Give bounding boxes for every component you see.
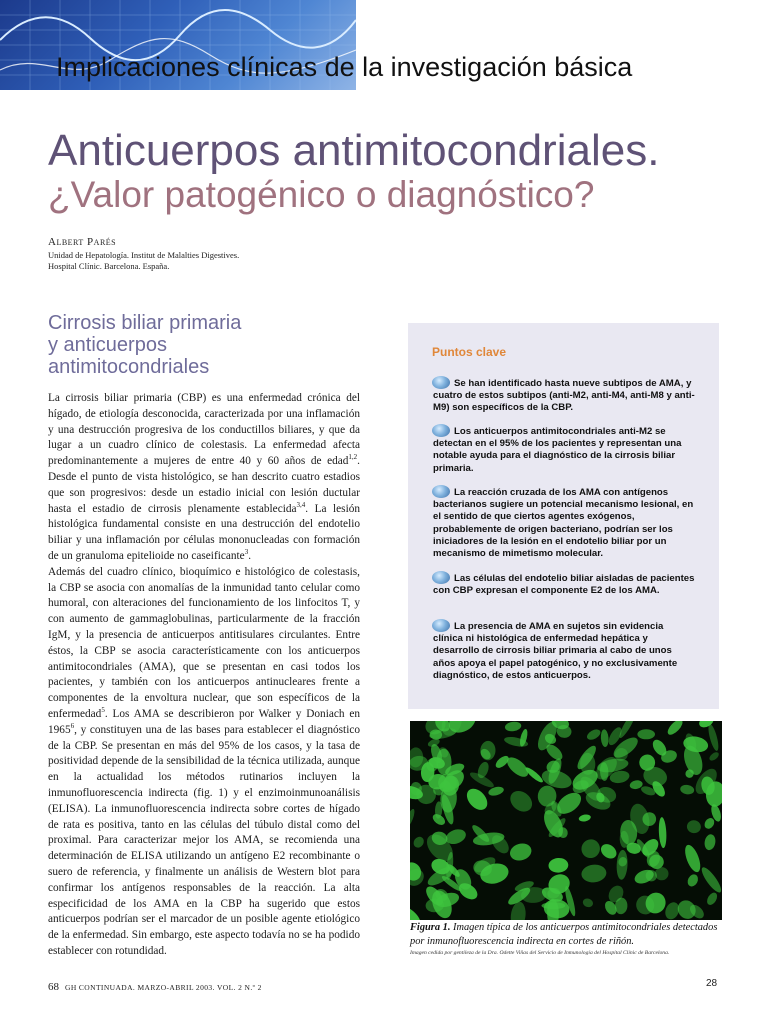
fluorescent-cell [480, 741, 496, 761]
key-points-box [408, 323, 719, 709]
fluorescent-cell [504, 721, 522, 732]
fluorescent-cell [585, 727, 602, 742]
section-title-line: Cirrosis biliar primaria [48, 312, 242, 334]
fluorescent-cell [542, 902, 566, 909]
article-title-line2: ¿Valor patogénico o diagnóstico? [48, 174, 595, 215]
bullet-icon [432, 376, 450, 389]
fluorescent-cell [548, 857, 569, 873]
fluorescent-cell [578, 836, 603, 861]
figure-caption: Figura 1. Imagen típica de los anticuerpos antimitocondriales detectados por inmunofluorescencia indirecta en cortes de riñón. [410, 922, 718, 947]
fluorescent-cell [663, 900, 682, 920]
bullet-icon [432, 424, 450, 437]
journal-info: GH CONTINUADA. MARZO-ABRIL 2003. VOL. 2 N.º 2 [65, 983, 262, 992]
fluorescent-cell [578, 813, 591, 822]
section-title [48, 312, 368, 378]
key-point-item: Las células del endotelio biliar aisladas de pacientes con CBP expresan el componente E2 de los AMA. [433, 573, 695, 597]
section-title-line: antimitocondriales [48, 356, 210, 378]
author-affiliation [48, 250, 388, 272]
bullet-icon [432, 619, 450, 632]
fluorescent-cell [506, 787, 536, 816]
fluorescent-cell [412, 835, 426, 850]
footer-journal [48, 981, 262, 993]
figure-immunofluorescence-image [410, 721, 722, 920]
bullet-icon [432, 571, 450, 584]
paragraph: La cirrosis biliar primaria (CBP) es una enfermedad crónica del hígado, de etiología desconocida, caracterizada por una inflamación y una destrucción progresiva de los conductillos biliares, y que da lugar a un cuadro clínico de colestasis. La enfermedad afecta predominantemente a mujeres de entre 40 y 60 años de edad$^{1,2}$. Desde el punto de vista histológico, se han descrito cuatro estadios que son progresivos: desde un estadio inicial con lesión ductular hasta el estadio de cirrosis plenamente establecida$^{3,4}$. La lesión histológica fundamental consiste en una destrucción del endotelio biliar y una inflamación por células mononucleadas con formación de un granuloma epitelioide no caseificante$^3$. [48, 392, 361, 562]
author-name: Albert Parés [48, 236, 117, 248]
fluorescent-cell [436, 749, 452, 776]
fluorescent-cell [686, 819, 702, 834]
key-point-item: Se han identificado hasta nueve subtipos de AMA, y cuatro de estos subtipos (anti-M2, anti-M4, anti-M8 y anti-M9) son específicos de la CBP. [433, 378, 695, 414]
fluorescent-cell [463, 785, 492, 814]
fluorescent-cell [703, 833, 716, 851]
bullet-icon [432, 485, 450, 498]
fluorescent-cell [680, 784, 695, 795]
key-point-item: La reacción cruzada de los AMA con antígenos bacterianos sugiere un potencial mecanismo lesional, en el sentido de que ciertos agentes exógenos, probablemente de origen bacteriano, podrían ser los iniciadores de la lesión en el endotelio biliar por un mecanismo de mimetismo molecular. [433, 487, 694, 560]
fluorescent-cell [708, 751, 720, 763]
fluorescent-cell [598, 841, 619, 861]
page-number-left: 68 [48, 981, 59, 993]
fluorescent-cell [658, 817, 667, 848]
fluorescent-cell [705, 891, 719, 907]
affiliation-line: Hospital Clínic. Barcelona. España. [48, 261, 170, 271]
body-text [48, 391, 360, 960]
fluorescent-cell [665, 721, 685, 737]
fluorescent-cell [706, 723, 720, 752]
section-header: Implicaciones clínicas de la investigación básica [56, 52, 633, 82]
section-title-line: y anticuerpos [48, 334, 167, 356]
fluorescent-cell [582, 897, 595, 908]
key-point-item: La presencia de AMA en sujetos sin evidencia clínica ni histológica de enfermedad hepática y desarrollo de cirrosis biliar primaria al cabo de unos años apoya el papel patogénico, y no exclusivamente diagnóstico, de estos anticuerpos. [433, 621, 678, 681]
fluorescent-cell [410, 904, 423, 920]
fluorescent-cell [616, 850, 628, 881]
fluorescent-cell [410, 808, 416, 828]
fluorescent-cell [581, 863, 608, 883]
fluorescent-cell [699, 865, 722, 895]
article-title-line1: Anticuerpos antimitocondriales. [48, 126, 660, 175]
figure-credit: Imagen cedida por gentileza de la Dra. Odette Viñas del Servicio de Inmunología del Hospital Clínic de Barcelona. [410, 950, 670, 956]
page-number-right: 28 [706, 978, 718, 989]
affiliation-line: Unidad de Hepatología. Institut de Malalties Digestives. [48, 250, 240, 260]
fluorescent-cell [600, 729, 609, 747]
fluorescent-cell [682, 843, 703, 874]
fluorescent-cell [508, 841, 534, 863]
key-point-item: Los anticuerpos antimitocondriales anti-M2 se detectan en el 95% de los pacientes y representan una notable ayuda para el diagnóstico de la cirrosis biliar primaria. [433, 426, 682, 474]
paragraph: Además del cuadro clínico, bioquímico e histológico de colestasis, la CBP se asocia con anomalías de la inmunidad tanto celular como humoral, con alteraciones del funcionamiento de los linfocitos T, y con aumento de gammaglobulinas, particularmente de la fracción IgM, y la presencia de anticuerpos antitisulares circulantes. Entre éstos, la CBP se asocia característicamente con los anticuerpos antimitocondriales (AMA), que se presentan en casi todos los pacientes, y también con los anticuerpos antinucleares frente a componentes de la envoltura nuclear, que son específicos de la enfermedad$^5$. Los AMA se describieron por Walker y Doniach en 1965$^6$, y constituyen una de las bases para establecer el diagnóstico de la CBP. Se presentan en más del 95% de los casos, y la tasa de positividad depende de la sensibilidad de la técnica utilizada, aunque en la actualidad los métodos rutinarios incluyen la inmunofluorescencia indirecta (fig. 1) y el enzimoinmunoanálisis (ELISA). La inmunofluorescencia indirecta sobre cortes de hígado de rata es positiva, tanto en las células del túbulo distal como del proximal. Para caracterizar mejor los AMA, se recomienda una determinación de ELISA utilizando un antígeno E2 recombinante o suero de referencia, y finalmente un análisis de Western blot para confirmar los antígenos responsables de la reacción. La alta especificidad de los AMA en la CBP ha sugerido que estos anticuerpos podrían ser el marcador de un posible agente etiológico de la enfermedad. Sin embargo, este aspecto todavía no se ha podido establecer con rotundidad. [48, 565, 360, 957]
key-points-title: Puntos clave [432, 345, 507, 359]
fluorescent-cell [686, 873, 700, 889]
fluorescent-cell [637, 729, 655, 739]
